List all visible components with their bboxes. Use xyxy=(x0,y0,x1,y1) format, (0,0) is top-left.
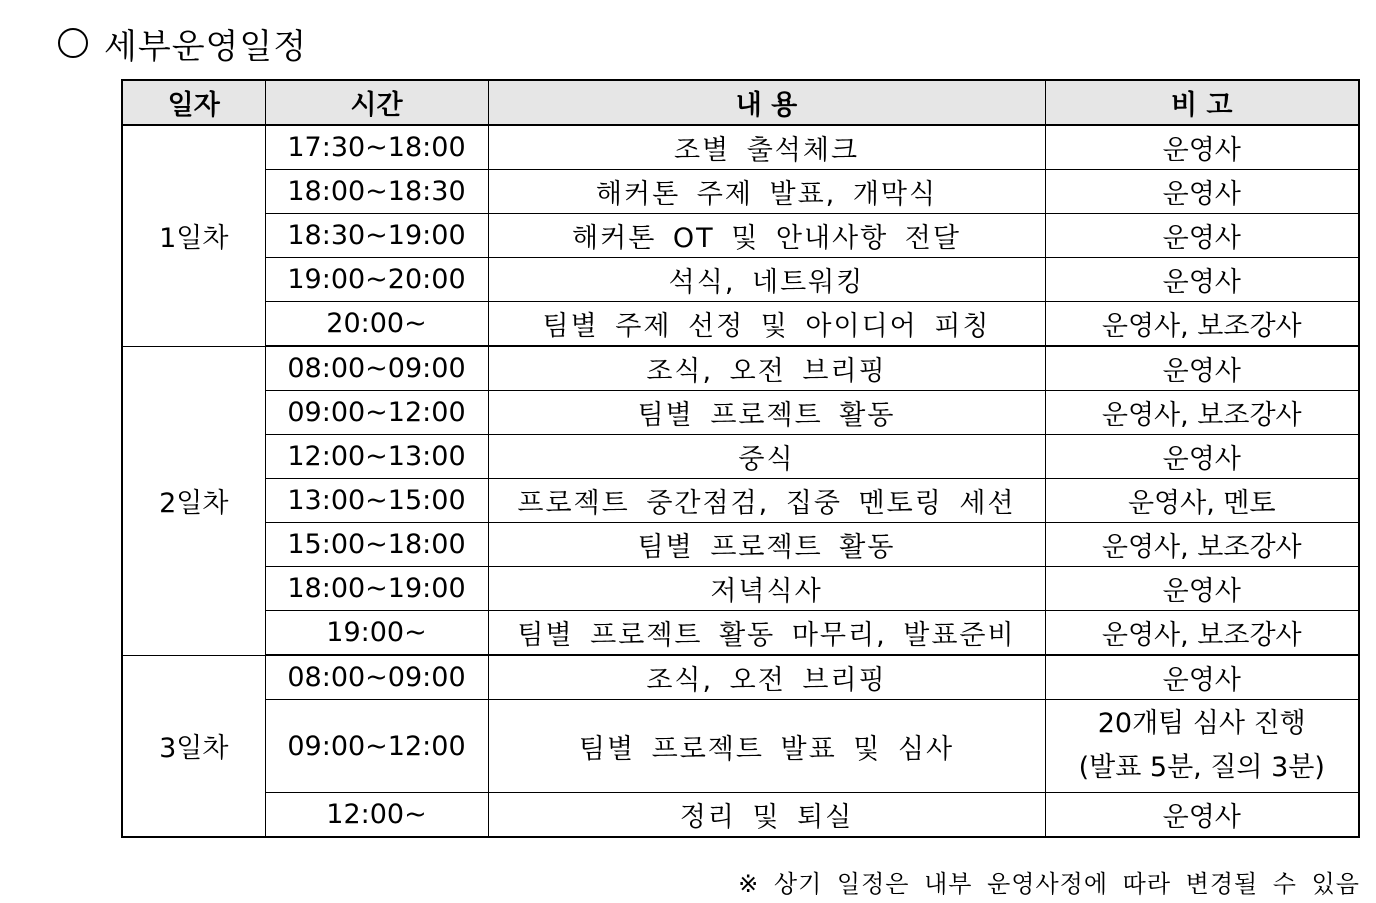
time-cell: 08:00~09:00 xyxy=(265,346,488,391)
note-cell: 운영사 xyxy=(1045,258,1359,302)
time-cell: 09:00~12:00 xyxy=(265,391,488,435)
column-header-time: 시간 xyxy=(265,80,488,125)
content-cell: 석식, 네트워킹 xyxy=(488,258,1045,302)
note-cell: 운영사, 보조강사 xyxy=(1045,302,1359,347)
table-row xyxy=(122,479,1359,523)
table-row xyxy=(122,567,1359,611)
note-cell: 운영사 xyxy=(1045,346,1359,391)
table-row xyxy=(122,611,1359,656)
table-row xyxy=(122,391,1359,435)
content-cell: 해커톤 주제 발표, 개막식 xyxy=(488,170,1045,214)
table-row xyxy=(122,793,1359,838)
table-row xyxy=(122,125,1359,170)
note-cell: 운영사, 멘토 xyxy=(1045,479,1359,523)
table-row xyxy=(122,214,1359,258)
content-cell: 저녁식사 xyxy=(488,567,1045,611)
day-cell: 3일차 xyxy=(122,655,265,837)
content-cell: 정리 및 퇴실 xyxy=(488,793,1045,838)
content-cell: 해커톤 OT 및 안내사항 전달 xyxy=(488,214,1045,258)
table-row xyxy=(122,523,1359,567)
time-cell: 15:00~18:00 xyxy=(265,523,488,567)
table-row xyxy=(122,655,1359,700)
note-cell: 운영사 xyxy=(1045,793,1359,838)
content-cell: 팀별 주제 선정 및 아이디어 피칭 xyxy=(488,302,1045,347)
table-row xyxy=(122,258,1359,302)
note-cell: 운영사, 보조강사 xyxy=(1045,391,1359,435)
note-cell: 운영사 xyxy=(1045,655,1359,700)
footer-note: ※ 상기 일정은 내부 운영사정에 따라 변경될 수 있음 xyxy=(738,870,1360,898)
note-line: 20개팀 심사 진행 xyxy=(1097,708,1306,739)
time-cell: 13:00~15:00 xyxy=(265,479,488,523)
note-cell: 운영사 xyxy=(1045,125,1359,170)
column-header-content: 내 용 xyxy=(488,80,1045,125)
table-row xyxy=(122,435,1359,479)
table-row xyxy=(122,170,1359,214)
section-heading xyxy=(58,18,307,68)
content-cell: 조식, 오전 브리핑 xyxy=(488,346,1045,391)
schedule-table xyxy=(121,79,1360,838)
day-cell: 2일차 xyxy=(122,346,265,655)
content-cell: 팀별 프로젝트 발표 및 심사 xyxy=(488,700,1045,793)
note-cell: 운영사 xyxy=(1045,214,1359,258)
note-cell: 운영사 xyxy=(1045,435,1359,479)
column-header-note: 비 고 xyxy=(1045,80,1359,125)
time-cell: 08:00~09:00 xyxy=(265,655,488,700)
table-row xyxy=(122,346,1359,391)
content-cell: 중식 xyxy=(488,435,1045,479)
note-cell: 운영사, 보조강사 xyxy=(1045,611,1359,656)
note-cell: 운영사 xyxy=(1045,170,1359,214)
time-cell: 19:00~ xyxy=(265,611,488,656)
time-cell: 12:00~ xyxy=(265,793,488,838)
table-row xyxy=(122,700,1359,793)
content-cell: 조별 출석체크 xyxy=(488,125,1045,170)
time-cell: 12:00~13:00 xyxy=(265,435,488,479)
note-cell: 운영사 xyxy=(1045,567,1359,611)
content-cell: 팀별 프로젝트 활동 xyxy=(488,391,1045,435)
time-cell: 18:00~18:30 xyxy=(265,170,488,214)
note-line: (발표 5분, 질의 3분) xyxy=(1078,752,1325,783)
circle-bullet-icon xyxy=(58,28,88,58)
time-cell: 19:00~20:00 xyxy=(265,258,488,302)
content-cell: 팀별 프로젝트 활동 xyxy=(488,523,1045,567)
day-cell: 1일차 xyxy=(122,125,265,346)
table-header-row xyxy=(122,80,1359,125)
column-header-day: 일자 xyxy=(122,80,265,125)
time-cell: 17:30~18:00 xyxy=(265,125,488,170)
time-cell: 20:00~ xyxy=(265,302,488,347)
content-cell: 팀별 프로젝트 활동 마무리, 발표준비 xyxy=(488,611,1045,656)
time-cell: 09:00~12:00 xyxy=(265,700,488,793)
time-cell: 18:00~19:00 xyxy=(265,567,488,611)
table-row xyxy=(122,302,1359,347)
time-cell: 18:30~19:00 xyxy=(265,214,488,258)
content-cell: 조식, 오전 브리핑 xyxy=(488,655,1045,700)
note-cell xyxy=(1045,700,1359,793)
note-cell: 운영사, 보조강사 xyxy=(1045,523,1359,567)
content-cell: 프로젝트 중간점검, 집중 멘토링 세션 xyxy=(488,479,1045,523)
section-title: 세부운영일정 xyxy=(104,26,308,67)
